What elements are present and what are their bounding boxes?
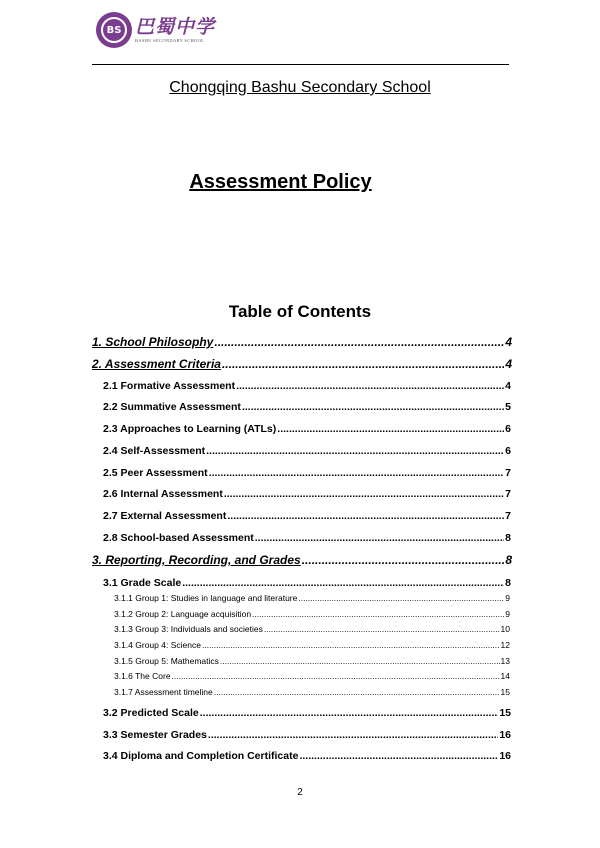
toc-leader [206,445,504,457]
toc-entry-label: 3.1.5 Group 5: Mathematics [114,656,219,666]
toc-entry-page: 7 [505,488,511,500]
toc-leader [202,640,500,650]
toc-leader [172,671,500,681]
toc-entry-page: 7 [505,467,511,479]
toc-leader [255,532,504,544]
toc-entry-page: 14 [500,671,510,681]
toc-entry[interactable] [103,532,511,544]
toc-entry[interactable] [114,609,510,619]
toc-leader [299,750,498,762]
toc-entry-page: 16 [499,750,511,762]
toc-entry[interactable] [103,445,511,457]
toc-entry[interactable] [103,577,511,589]
toc-entry-label: 2.3 Approaches to Learning (ATLs) [103,423,277,435]
toc-entry[interactable] [103,729,511,741]
toc-entry-page: 8 [505,577,511,589]
toc-entry-page: 4 [505,335,512,349]
toc-leader [302,553,505,567]
toc-leader [236,380,504,392]
school-logo [96,10,215,50]
header-divider [92,64,509,65]
logo-emblem-icon [96,12,132,48]
toc-entry[interactable] [114,593,510,603]
toc-entry-label: 3.1.7 Assessment timeline [114,687,213,697]
toc-entry-label: 3.3 Semester Grades [103,729,207,741]
toc-entry-label: 2.2 Summative Assessment [103,401,241,413]
toc-leader [220,656,500,666]
toc-leader [298,593,504,603]
logo-wordmark [135,17,215,43]
toc-entry-page: 9 [505,609,510,619]
toc-leader [264,624,500,634]
toc-entry-page: 4 [505,357,512,371]
toc-entry-page: 12 [500,640,510,650]
toc-entry-label: 3.1.2 Group 2: Language acquisition [114,609,252,619]
toc-entry[interactable] [103,423,511,435]
toc-entry[interactable] [103,488,511,500]
school-name: Chongqing Bashu Secondary School [169,79,431,96]
toc-leader [252,609,504,619]
logo-english-name: BASHU SECONDARY SCHOOL [135,38,205,43]
toc-entry-page: 16 [499,729,511,741]
toc-entry-page: 6 [505,445,511,457]
toc-entry-page: 10 [500,624,510,634]
toc-entry-label: 3.1 Grade Scale [103,577,182,589]
page-number: 2 [297,787,303,798]
toc-entry-label: 3. Reporting, Recording, and Grades [92,553,301,567]
toc-entry-label: 2.8 School-based Assessment [103,532,254,544]
toc-entry-page: 6 [505,423,511,435]
toc-entry-label: 2.6 Internal Assessment [103,488,223,500]
toc-entry-page: 4 [505,380,511,392]
toc-entry-label: 3.4 Diploma and Completion Certificate [103,750,299,762]
toc-leader [208,729,498,741]
toc-entry[interactable] [103,750,511,762]
toc-leader [209,467,504,479]
toc-entry-label: 2. Assessment Criteria [92,357,221,371]
toc-entry-label: 3.1.1 Group 1: Studies in language and literature [114,593,298,603]
toc-entry-label: 2.1 Formative Assessment [103,380,236,392]
toc-entry-label: 3.2 Predicted Scale [103,707,199,719]
toc-entry[interactable] [114,624,510,634]
toc-entry[interactable] [103,380,511,392]
logo-chinese-name: 巴蜀中学 [135,16,216,38]
toc-heading: Table of Contents [228,302,372,321]
toc-entry-label: 2.5 Peer Assessment [103,467,208,479]
toc-leader [222,357,504,371]
toc-leader [227,510,504,522]
toc-entry[interactable] [92,553,512,567]
toc-entry-label: 3.1.3 Group 3: Individuals and societies [114,624,263,634]
toc-entry[interactable] [103,707,511,719]
toc-entry[interactable] [114,640,510,650]
toc-leader [200,707,499,719]
toc-entry[interactable] [92,357,512,371]
toc-entry[interactable] [114,671,510,681]
toc-leader [182,577,504,589]
toc-entry[interactable] [114,656,510,666]
toc-entry-page: 8 [505,553,512,567]
toc-entry-label: 3.1.6 The Core [114,671,171,681]
toc-entry[interactable] [114,687,510,697]
toc-entry-page: 15 [499,707,511,719]
toc-leader [224,488,504,500]
toc-entry-page: 5 [505,401,511,413]
toc-entry[interactable] [92,335,512,349]
toc-entry-page: 7 [505,510,511,522]
toc-entry-page: 9 [505,593,510,603]
toc-leader [242,401,504,413]
logo-badge-text: BS [101,17,127,43]
toc-entry-page: 13 [500,656,510,666]
document-title: Assessment Policy [189,171,372,193]
toc-entry-page: 8 [505,532,511,544]
toc-entry-label: 3.1.4 Group 4: Science [114,640,201,650]
toc-entry-label: 1. School Philosophy [92,335,214,349]
toc-leader [214,687,500,697]
toc-entry[interactable] [103,467,511,479]
toc-leader [277,423,504,435]
toc-entry-label: 2.4 Self-Assessment [103,445,206,457]
toc-leader [214,335,504,349]
toc-entry[interactable] [103,401,511,413]
toc-entry-label: 2.7 External Assessment [103,510,227,522]
toc-entry-page: 15 [500,687,510,697]
toc-entry[interactable] [103,510,511,522]
